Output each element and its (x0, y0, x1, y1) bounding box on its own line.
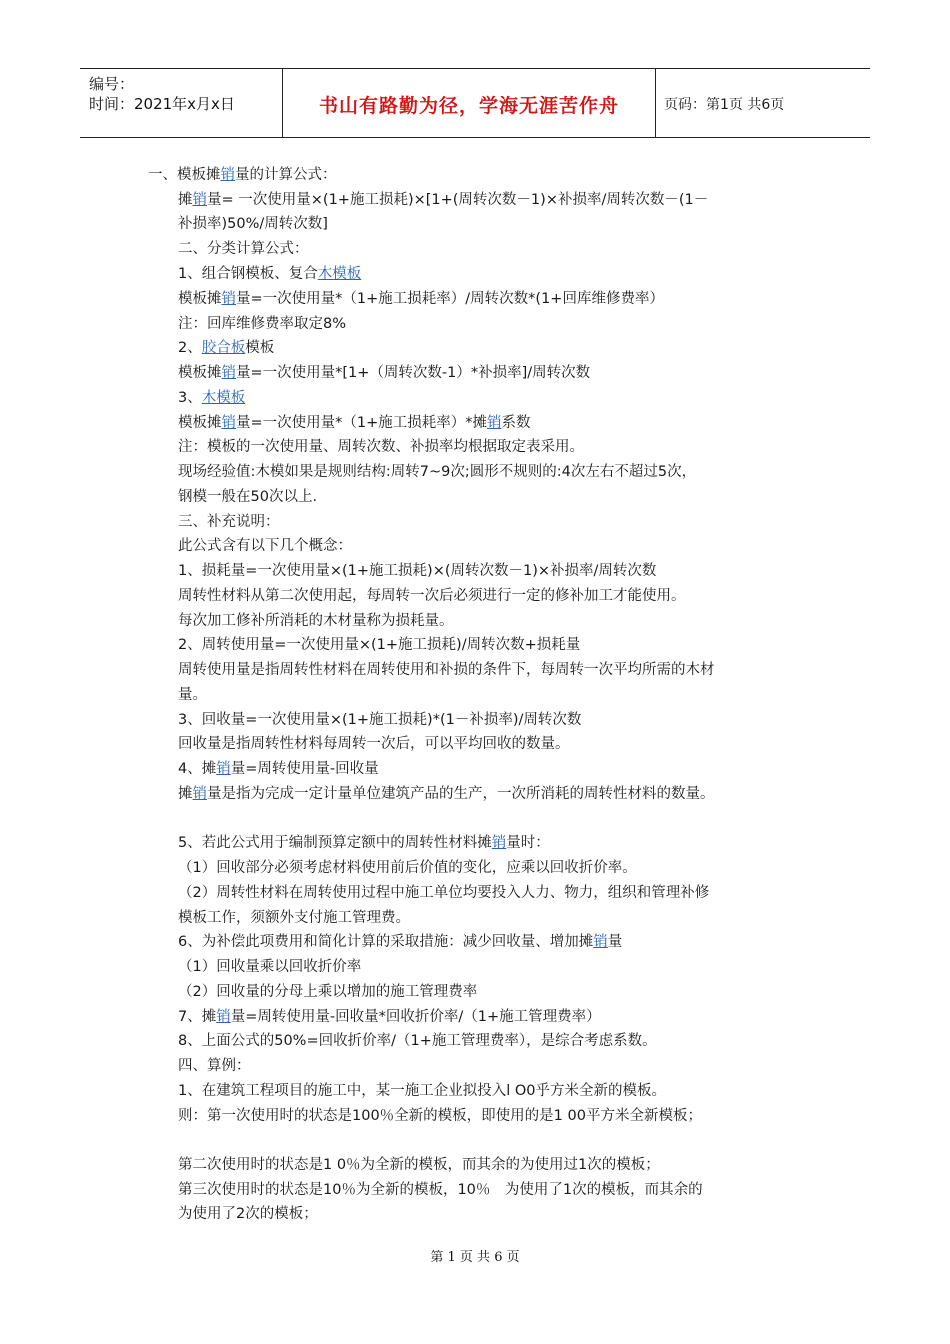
text-segment: 模板摊 (178, 365, 222, 381)
text-segment: 注：回库维修费率取定8% (178, 316, 347, 332)
text-segment: 量=一次使用量*[1+（周转次数-1）*补损率]/周转次数 (236, 365, 591, 381)
text-segment: 四、算例： (178, 1058, 251, 1074)
text-segment: 补损率)50%/周转次数] (178, 216, 328, 232)
text-segment: 此公式含有以下几个概念： (178, 538, 352, 554)
text-line (178, 560, 656, 582)
text-segment: 摊 (178, 192, 193, 208)
text-line (178, 387, 245, 409)
text-line (178, 1203, 318, 1225)
text-segment: 回收量是指周转性材料每周转一次后，可以平均回收的数量。 (178, 736, 570, 752)
text-line (178, 709, 581, 731)
text-segment: 2、 (178, 340, 202, 356)
text-segment: （2）回收量的分母上乘以增加的施工管理费率 (178, 984, 478, 1000)
page-footer: 第 1 页 共 6 页 (430, 1250, 520, 1265)
text-segment: 量=一次使用量*（1+施工损耗率）*摊 (236, 415, 488, 431)
text-line (178, 436, 584, 458)
inline-link[interactable]: 销 (216, 1009, 231, 1025)
text-segment: 量 (607, 934, 623, 950)
text-segment: 摊 (178, 786, 193, 802)
text-line (178, 412, 531, 434)
text-line (178, 337, 274, 359)
text-segment: 一、模板摊 (148, 167, 221, 183)
text-segment: 模板工作，须额外支付施工管理费。 (178, 910, 410, 926)
text-segment: 三、补充说明： (178, 514, 280, 530)
text-segment: 每次加工修补所消耗的木材量称为损耗量。 (178, 613, 454, 629)
text-segment: 8、上面公式的50%=回收折价率/（1+施工管理费率），是综合考虑系数。 (178, 1033, 657, 1049)
text-line (178, 956, 361, 978)
text-line (178, 511, 280, 533)
inline-link[interactable]: 销 (593, 934, 608, 950)
text-line (178, 931, 622, 953)
text-segment: 量的计算公式： (235, 167, 337, 183)
text-line (178, 461, 696, 483)
text-segment: 第二次使用时的状态是1 0％为全新的模板，而其余的为使用过1次的模板； (178, 1157, 660, 1173)
inline-link[interactable]: 销 (221, 365, 236, 381)
header-motto-cell (283, 69, 656, 137)
text-line (178, 857, 637, 879)
text-line (178, 362, 590, 384)
text-line (178, 213, 328, 235)
text-segment: 第三次使用时的状态是10％为全新的模板，10％ 为使用了1次的模板，而其余的 (178, 1182, 703, 1198)
text-segment: 6、为补偿此项费用和简化计算的采取措施：减少回收量、增加摊 (178, 934, 594, 950)
inline-link[interactable]: 销 (220, 167, 235, 183)
text-line (178, 1154, 660, 1176)
inline-link[interactable]: 销 (192, 786, 207, 802)
inline-link[interactable]: 木模板 (201, 390, 246, 406)
text-line (178, 1006, 601, 1028)
text-line (178, 1055, 251, 1077)
header-page-info: 页码：第1页 共6页 (664, 97, 785, 113)
text-segment: 为使用了2次的模板； (178, 1206, 318, 1222)
inline-link[interactable]: 木模板 (317, 266, 362, 282)
text-segment: 1、组合钢模板、复合 (178, 266, 318, 282)
text-line (178, 313, 346, 335)
text-line (178, 659, 715, 681)
text-segment: 系数 (501, 415, 531, 431)
text-segment: 量=周转使用量-回收量 (230, 761, 379, 777)
text-line (178, 1030, 657, 1052)
inline-link[interactable]: 销 (192, 192, 207, 208)
text-segment: 1、在建筑工程项目的施工中，某一施工企业拟投入l O0乎方米全新的模板。 (178, 1083, 666, 1099)
document-header (80, 68, 870, 138)
inline-link[interactable]: 销 (221, 291, 236, 307)
text-line (178, 1179, 703, 1201)
text-segment: 周转性材料从第二次使用起，每周转一次后必须进行一定的修补加工才能使用。 (178, 588, 686, 604)
text-segment: 周转使用量是指周转性材料在周转使用和补损的条件下，每周转一次平均所需的木材 (178, 662, 715, 678)
text-line (178, 610, 454, 632)
document-time-label: 时间：2021年x月x日 (89, 95, 235, 113)
text-segment: 模板 (245, 340, 275, 356)
document-number-label: 编号： (89, 75, 135, 93)
text-line (178, 758, 379, 780)
text-segment: （2）周转性材料在周转使用过程中施工单位均要投入人力、物力，组织和管理补修 (178, 885, 710, 901)
header-info-cell (80, 69, 283, 137)
inline-link[interactable]: 销 (216, 761, 231, 777)
text-line (178, 238, 309, 260)
text-segment: 量是指为完成一定计量单位建筑产品的生产，一次所消耗的周转性材料的数量。 (207, 786, 715, 802)
text-segment: 2、周转使用量=一次使用量×(1+施工损耗)/周转次数+损耗量 (178, 637, 581, 653)
text-line (178, 585, 686, 607)
inline-link[interactable]: 销 (221, 415, 236, 431)
text-line (178, 288, 664, 310)
text-line (178, 783, 715, 805)
text-segment: 7、摊 (178, 1009, 217, 1025)
text-line (178, 684, 207, 706)
text-line (178, 832, 550, 854)
text-line (178, 634, 580, 656)
inline-link[interactable]: 胶合板 (201, 340, 246, 356)
text-segment: （1）回收部分必须考虑材料使用前后价值的变化，应乘以回收折价率。 (178, 860, 637, 876)
text-segment: 4、摊 (178, 761, 217, 777)
inline-link[interactable]: 销 (491, 835, 507, 851)
text-line (178, 486, 317, 508)
text-segment: 量= 一次使用量×(1+施工损耗)×[1+(周转次数－1)×补损率/周转次数－(1－ (207, 192, 709, 208)
header-page-cell (656, 69, 870, 137)
text-segment: 模板摊 (178, 291, 222, 307)
text-line (178, 1105, 702, 1127)
inline-link[interactable]: 销 (487, 415, 502, 431)
text-line (178, 907, 410, 929)
text-segment: 模板摊 (178, 415, 222, 431)
text-line (178, 263, 361, 285)
text-segment: （1）回收量乘以回收折价率 (178, 959, 362, 975)
text-segment: 量=一次使用量*（1+施工损耗率）/周转次数*(1+回库维修费率） (236, 291, 664, 307)
text-segment: 注：模板的一次使用量、周转次数、补损率均根据取定表采用。 (178, 439, 584, 455)
text-line (148, 164, 337, 186)
text-segment: 1、损耗量=一次使用量×(1+施工损耗)×(周转次数－1)×补损率/周转次数 (178, 563, 657, 579)
text-segment: 二、分类计算公式： (178, 241, 309, 257)
text-segment: 现场经验值:木模如果是规则结构:周转7~9次;圆形不规则的:4次左右不超过5次， (178, 464, 697, 480)
text-segment: 则：第一次使用时的状态是100％全新的模板，即使用的是1 00平方米全新模板； (178, 1108, 702, 1124)
text-line (178, 981, 477, 1003)
text-segment: 量时： (506, 835, 550, 851)
text-line (178, 733, 570, 755)
text-line (178, 1080, 666, 1102)
text-segment: 3、回收量=一次使用量×(1+施工损耗)*(1－补损率)/周转次数 (178, 712, 582, 728)
text-line (178, 535, 352, 557)
header-motto: 书山有路勤为径，学海无涯苦作舟 (318, 95, 619, 117)
text-segment: 3、 (178, 390, 202, 406)
text-segment: 量。 (178, 687, 207, 703)
text-line (178, 189, 708, 211)
text-segment: 5、若此公式用于编制预算定额中的周转性材料摊 (178, 835, 492, 851)
text-segment: 量=周转使用量-回收量*回收折价率/（1+施工管理费率） (230, 1009, 601, 1025)
text-line (178, 882, 709, 904)
text-segment: 钢模一般在50次以上. (178, 489, 318, 505)
